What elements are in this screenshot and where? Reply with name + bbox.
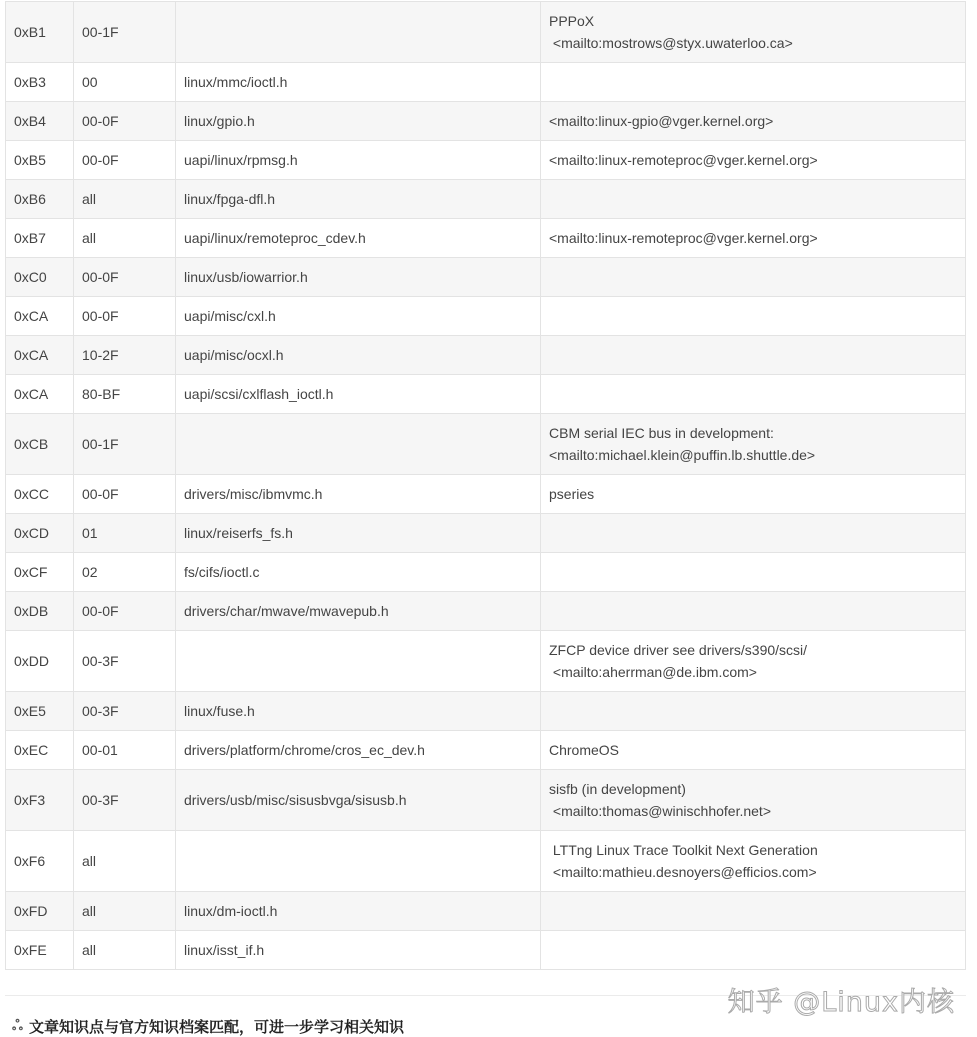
seq-cell: 00-3F <box>74 770 176 831</box>
table-row <box>6 553 966 592</box>
code-cell: 0xCA <box>6 375 74 414</box>
seq-cell: 00-0F <box>74 475 176 514</box>
code-cell: 0xDB <box>6 592 74 631</box>
table-row <box>6 514 966 553</box>
seq-cell: 10-2F <box>74 336 176 375</box>
notes-cell <box>541 692 966 731</box>
note-line: <mailto:thomas@winischhofer.net> <box>549 803 771 819</box>
seq-cell: 02 <box>74 553 176 592</box>
notes-cell <box>541 514 966 553</box>
note-line: sisfb (in development) <box>549 781 686 797</box>
seq-cell: 00 <box>74 63 176 102</box>
code-cell: 0xFE <box>6 931 74 970</box>
knowledge-link[interactable] <box>12 1016 404 1037</box>
table-row <box>6 375 966 414</box>
include-cell <box>176 831 541 892</box>
seq-cell: all <box>74 892 176 931</box>
notes-cell <box>541 2 966 63</box>
notes-cell <box>541 375 966 414</box>
note-line: <mailto:michael.klein@puffin.lb.shuttle.de> <box>549 447 816 463</box>
notes-cell <box>541 336 966 375</box>
notes-cell <box>541 475 966 514</box>
notes-cell <box>541 180 966 219</box>
code-cell: 0xCA <box>6 297 74 336</box>
table-row <box>6 892 966 931</box>
seq-cell: 00-0F <box>74 592 176 631</box>
include-cell <box>176 414 541 475</box>
include-cell: linux/gpio.h <box>176 102 541 141</box>
code-cell: 0xB1 <box>6 2 74 63</box>
notes-cell <box>541 831 966 892</box>
seq-cell: all <box>74 219 176 258</box>
code-cell: 0xC0 <box>6 258 74 297</box>
include-cell: linux/isst_if.h <box>176 931 541 970</box>
include-cell <box>176 2 541 63</box>
include-cell: linux/dm-ioctl.h <box>176 892 541 931</box>
include-cell <box>176 631 541 692</box>
include-cell: drivers/platform/chrome/cros_ec_dev.h <box>176 731 541 770</box>
code-cell: 0xEC <box>6 731 74 770</box>
note-line: pseries <box>549 486 595 502</box>
table-row <box>6 414 966 475</box>
include-cell: fs/cifs/ioctl.c <box>176 553 541 592</box>
code-cell: 0xFD <box>6 892 74 931</box>
notes-cell <box>541 631 966 692</box>
notes-cell <box>541 770 966 831</box>
notes-cell <box>541 258 966 297</box>
note-line: PPPoX <box>549 13 595 29</box>
notes-cell <box>541 63 966 102</box>
code-cell: 0xB7 <box>6 219 74 258</box>
include-cell: drivers/char/mwave/mwavepub.h <box>176 592 541 631</box>
include-cell: linux/reiserfs_fs.h <box>176 514 541 553</box>
include-cell: uapi/linux/rpmsg.h <box>176 141 541 180</box>
seq-cell: 01 <box>74 514 176 553</box>
code-cell: 0xDD <box>6 631 74 692</box>
note-line: <mailto:mathieu.desnoyers@efficios.com> <box>549 864 817 880</box>
watermark: 知乎 @Linux内核 <box>727 987 955 1018</box>
note-line: <mailto:linux-gpio@vger.kernel.org> <box>549 113 774 129</box>
code-cell: 0xB6 <box>6 180 74 219</box>
knowledge-text: 文章知识点与官方知识档案匹配，可进一步学习相关知识 <box>28 1018 404 1036</box>
code-cell: 0xCA <box>6 336 74 375</box>
code-cell: 0xB5 <box>6 141 74 180</box>
note-line: LTTng Linux Trace Toolkit Next Generation <box>549 842 818 858</box>
include-cell: uapi/linux/remoteproc_cdev.h <box>176 219 541 258</box>
note-line: <mailto:linux-remoteproc@vger.kernel.org> <box>549 230 818 246</box>
ioctl-table <box>5 1 966 970</box>
include-cell: linux/fpga-dfl.h <box>176 180 541 219</box>
code-cell: 0xCF <box>6 553 74 592</box>
seq-cell: all <box>74 831 176 892</box>
table-row <box>6 258 966 297</box>
note-line: <mailto:linux-remoteproc@vger.kernel.org> <box>549 152 818 168</box>
notes-cell <box>541 931 966 970</box>
code-cell: 0xF3 <box>6 770 74 831</box>
table-row <box>6 336 966 375</box>
table-row <box>6 219 966 258</box>
note-line: <mailto:mostrows@styx.uwaterloo.ca> <box>549 35 793 51</box>
note-line: ChromeOS <box>549 742 620 758</box>
table-row <box>6 2 966 63</box>
notes-cell <box>541 102 966 141</box>
code-cell: 0xF6 <box>6 831 74 892</box>
notes-cell <box>541 892 966 931</box>
seq-cell: 00-01 <box>74 731 176 770</box>
note-line: ZFCP device driver see drivers/s390/scsi/ <box>549 642 808 658</box>
include-cell: linux/mmc/ioctl.h <box>176 63 541 102</box>
table-row <box>6 297 966 336</box>
table-row <box>6 180 966 219</box>
note-line: <mailto:aherrman@de.ibm.com> <box>549 664 757 680</box>
table-row <box>6 102 966 141</box>
code-cell: 0xB3 <box>6 63 74 102</box>
seq-cell: all <box>74 180 176 219</box>
seq-cell: 00-0F <box>74 141 176 180</box>
table-row <box>6 770 966 831</box>
include-cell: uapi/misc/ocxl.h <box>176 336 541 375</box>
table-row <box>6 63 966 102</box>
seq-cell: all <box>74 931 176 970</box>
code-cell: 0xCC <box>6 475 74 514</box>
table-row <box>6 141 966 180</box>
seq-cell: 80-BF <box>74 375 176 414</box>
table-row <box>6 831 966 892</box>
table-row <box>6 731 966 770</box>
notes-cell <box>541 592 966 631</box>
notes-cell <box>541 414 966 475</box>
table-row <box>6 692 966 731</box>
seq-cell: 00-3F <box>74 692 176 731</box>
table-row <box>6 592 966 631</box>
code-cell: 0xB4 <box>6 102 74 141</box>
seq-cell: 00-1F <box>74 2 176 63</box>
code-cell: 0xCD <box>6 514 74 553</box>
table-row <box>6 931 966 970</box>
notes-cell <box>541 731 966 770</box>
seq-cell: 00-1F <box>74 414 176 475</box>
include-cell: linux/fuse.h <box>176 692 541 731</box>
notes-cell <box>541 297 966 336</box>
include-cell: linux/usb/iowarrior.h <box>176 258 541 297</box>
seq-cell: 00-3F <box>74 631 176 692</box>
code-cell: 0xE5 <box>6 692 74 731</box>
knowledge-icon: ஃ <box>12 1017 23 1034</box>
table-row <box>6 475 966 514</box>
notes-cell <box>541 141 966 180</box>
include-cell: uapi/misc/cxl.h <box>176 297 541 336</box>
seq-cell: 00-0F <box>74 297 176 336</box>
seq-cell: 00-0F <box>74 258 176 297</box>
include-cell: uapi/scsi/cxlflash_ioctl.h <box>176 375 541 414</box>
note-line: CBM serial IEC bus in development: <box>549 425 774 441</box>
table-row <box>6 631 966 692</box>
include-cell: drivers/usb/misc/sisusbvga/sisusb.h <box>176 770 541 831</box>
notes-cell <box>541 219 966 258</box>
include-cell: drivers/misc/ibmvmc.h <box>176 475 541 514</box>
code-cell: 0xCB <box>6 414 74 475</box>
notes-cell <box>541 553 966 592</box>
seq-cell: 00-0F <box>74 102 176 141</box>
